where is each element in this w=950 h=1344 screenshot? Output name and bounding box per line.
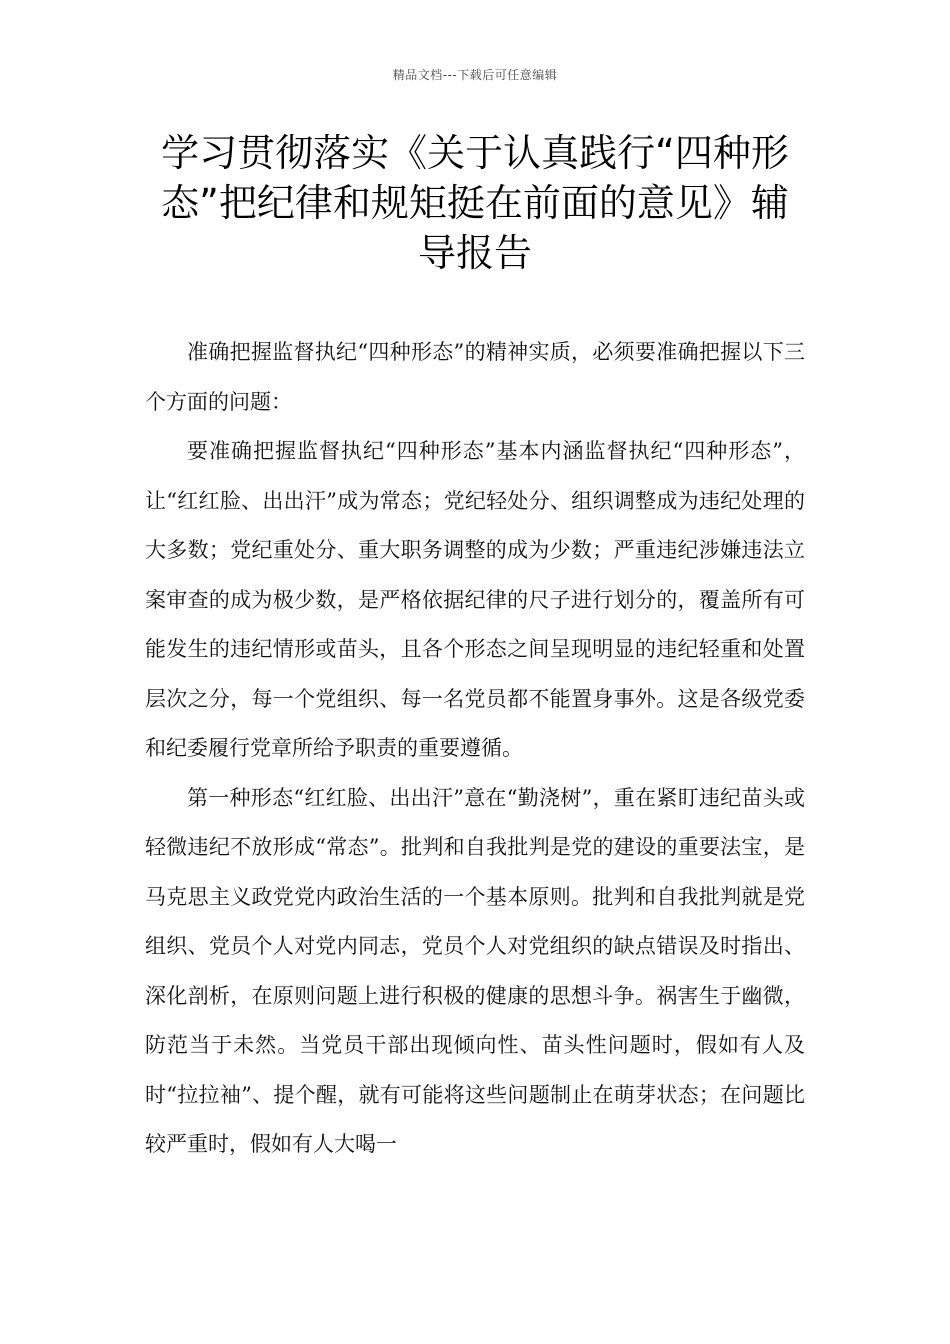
paragraph-intro: 准确把握监督执纪“四种形态”的精神实质，必须要准确把握以下三个方面的问题： <box>145 340 805 414</box>
document-body <box>145 328 805 1170</box>
header-note: 精品文档---下载后可任意编辑 <box>392 68 558 82</box>
paragraph-first-form: 第一种形态“红红脸、出出汗”意在“勤浇树”，重在紧盯违纪苗头或轻微违纪不放形成“常态”。批判和自我批判是党的建设的重要法宝，是马克思主义政党党内政治生活的一个基本原则。批判和自我批判就是党组织、党员个人对党内同志，党员个人对党组织的缺点错误及时指出、深化剖析，在原则问题上进行积极的健康的思想斗争。祸害生于幽微，防范当于未然。当党员干部出现倾向性、苗头性问题时，假如有人及时“拉拉袖”、提个醒，就有可能将这些问题制止在萌芽状态；在问题比较严重时，假如有人大喝一 <box>145 785 805 1156</box>
paragraph-basic-meaning: 要准确把握监督执纪“四种形态”基本内涵监督执纪“四种形态”，让“红红脸、出出汗”成为常态；党纪轻处分、组织调整成为违纪处理的大多数；党纪重处分、重大职务调整的成为少数；严重违纪涉嫌违法立案审查的成为极少数，是严格依据纪律的尺子进行划分的，覆盖所有可能发生的违纪情形或苗头，且各个形态之间呈现明显的违纪轻重和处置层次之分，每一个党组织、每一名党员都不能置身事外。这是各级党委和纪委履行党章所给予职责的重要遵循。 <box>145 439 805 760</box>
document-title: 学习贯彻落实《关于认真践行“四种形态”把纪律和规矩挺在前面的意见》辅导报告 <box>161 131 789 275</box>
